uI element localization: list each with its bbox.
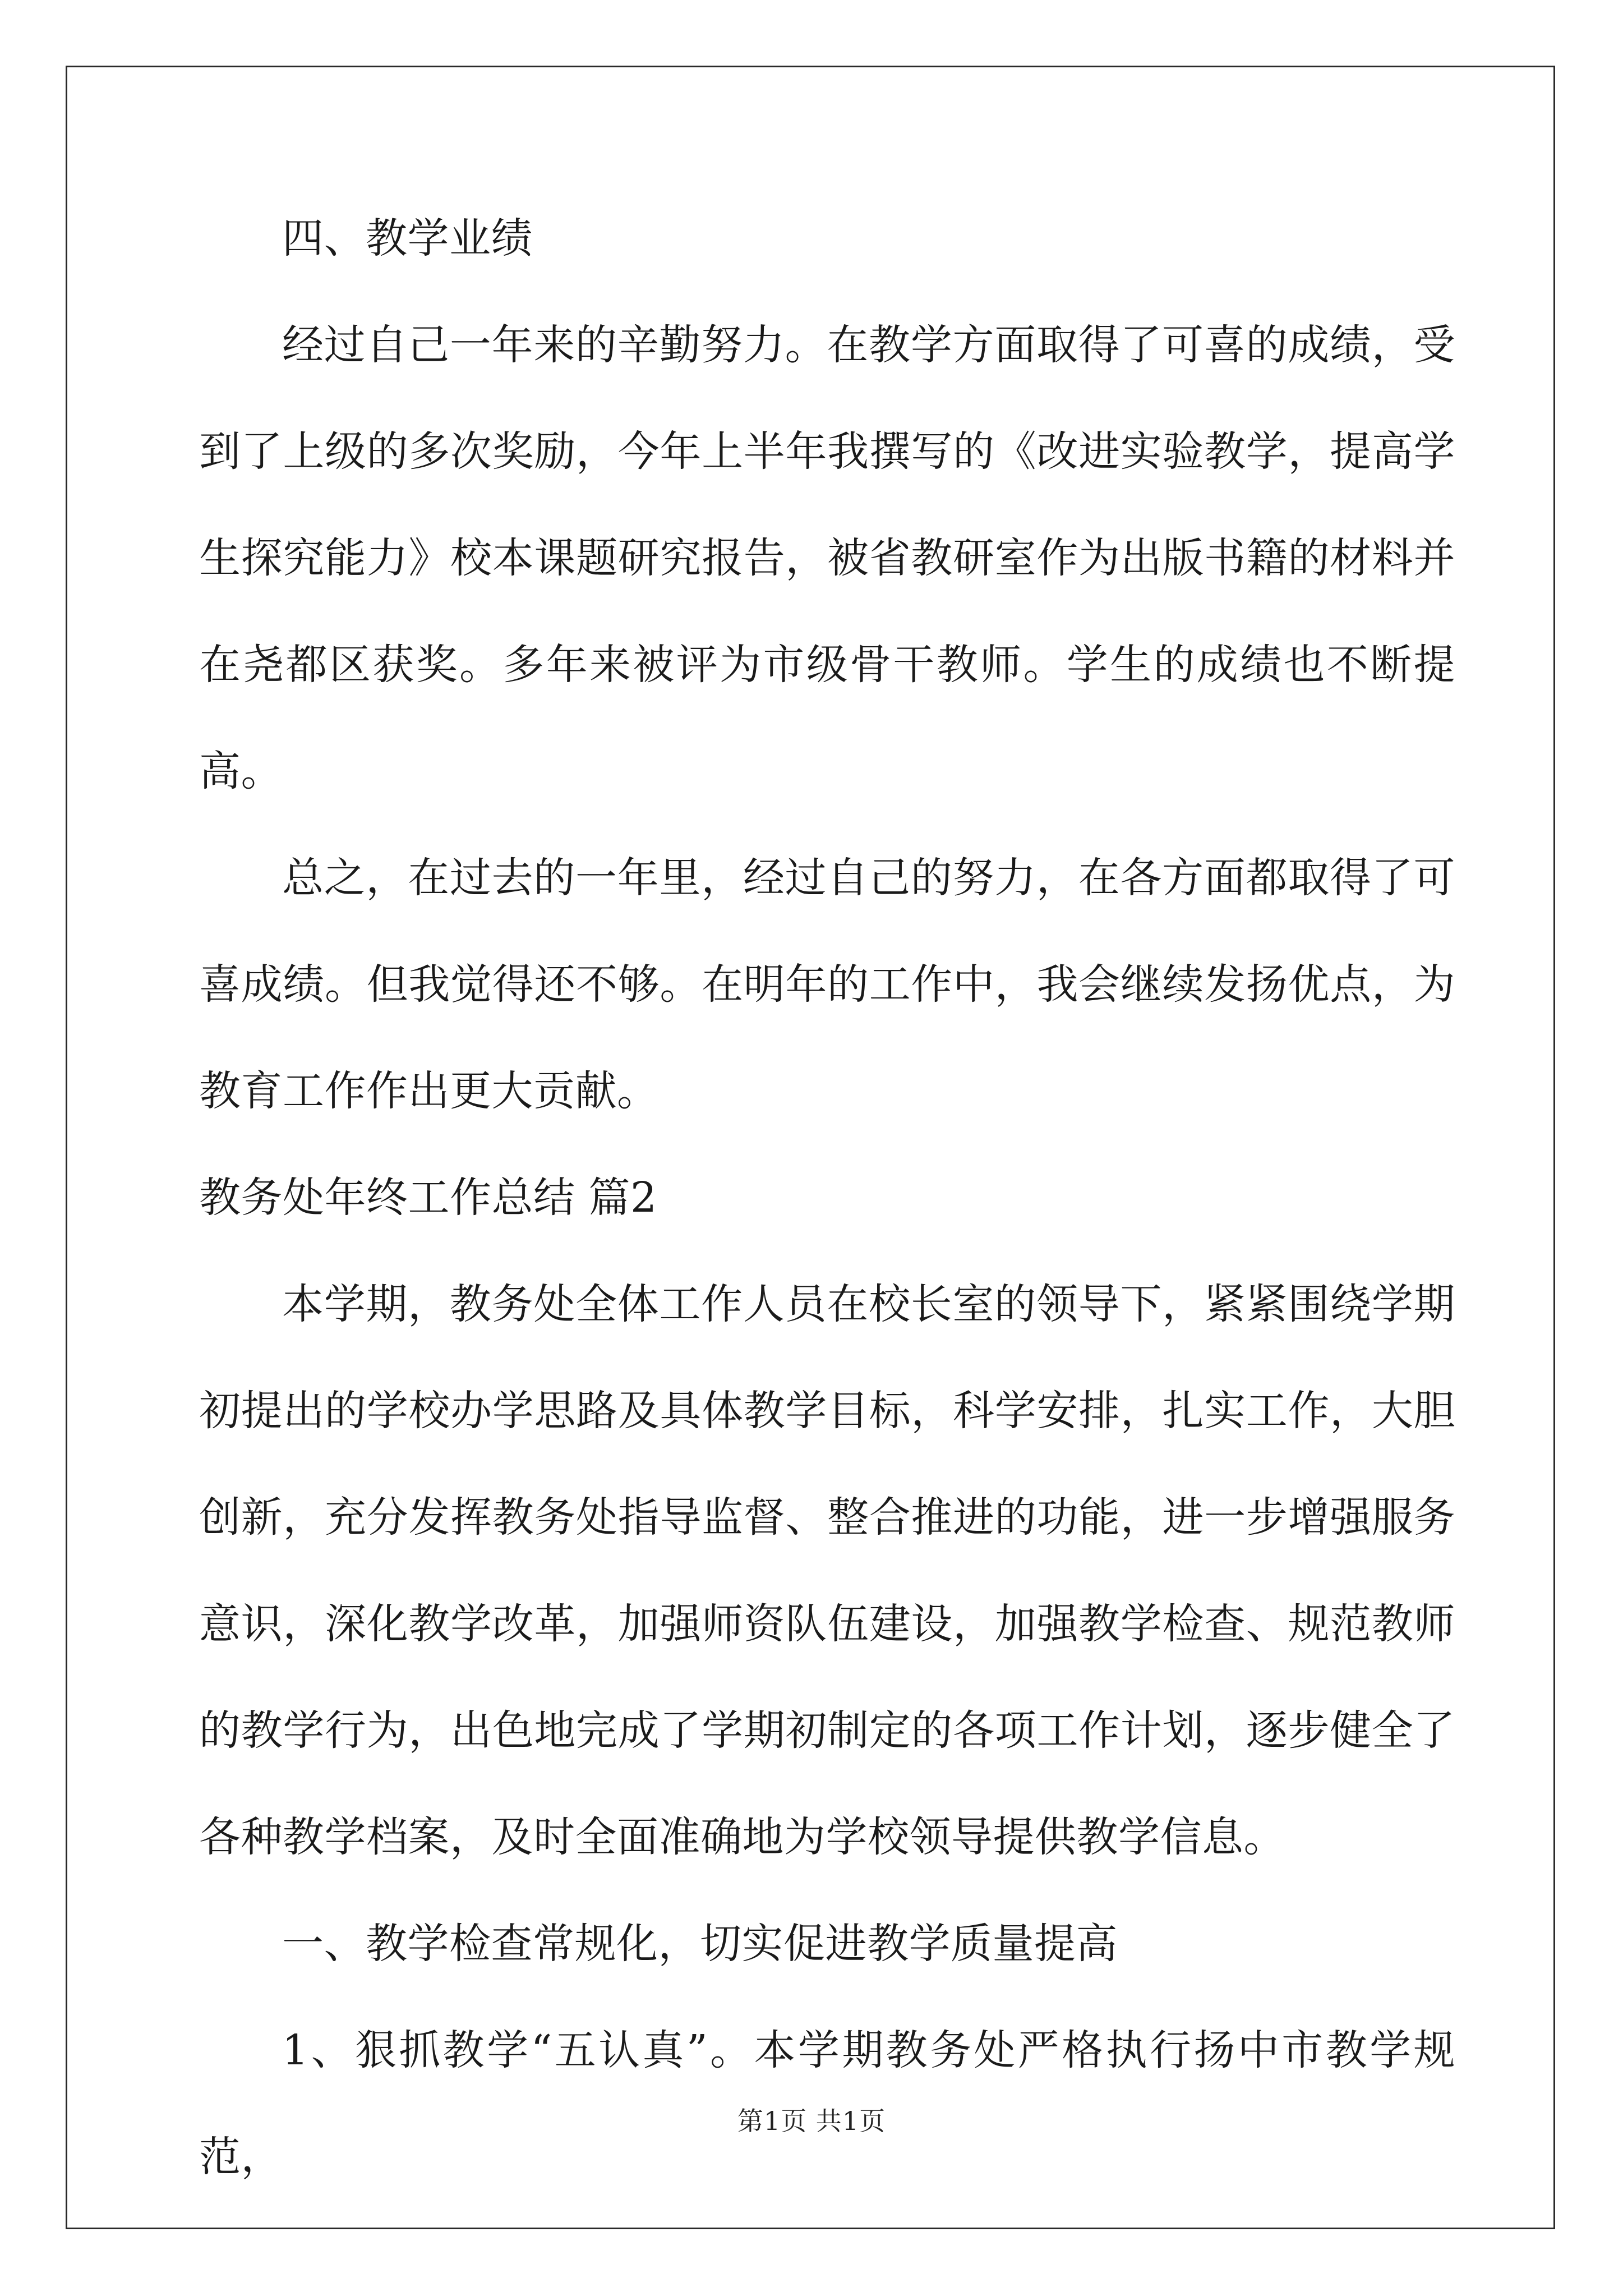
paragraph-five-earnest: 1、狠抓教学“五认真”。本学期教务处严格执行扬中市教学规范，	[199, 2026, 1455, 2181]
article-title-part-2: 教务处年终工作总结 篇2	[199, 1174, 657, 1222]
paragraph-summary: 总之，在过去的一年里，经过自己的努力，在各方面都取得了可喜成绩。但我觉得还不够。在明年的工作中，我会继续发扬优点，为教育工作作出更大贡献。	[199, 854, 1455, 1115]
section-heading-teaching-inspection: 一、教学检查常规化，切实促进教学质量提高	[282, 1920, 1118, 1968]
section-heading-teaching-performance: 四、教学业绩	[282, 214, 533, 263]
document-body	[199, 185, 1455, 2210]
paragraph-intro-part-2: 本学期，教务处全体工作人员在校长室的领导下，紧紧围绕学期初提出的学校办学思路及具体教学目标，科学安排，扎实工作，大胆创新，充分发挥教务处指导监督、整合推进的功能，进一步增强服务意识，深化教学改革，加强师资队伍建设，加强教学检查、规范教师的教学行为，出色地完成了学期初制定的各项工作计划，逐步健全了各种教学档案，及时全面准确地为学校领导提供教学信息。	[199, 1280, 1455, 1861]
paragraph-achievements: 经过自己一年来的辛勤努力。在教学方面取得了可喜的成绩，受到了上级的多次奖励，今年上半年我撰写的《改进实验教学，提高学生探究能力》校本课题研究报告，被省教研室作为出版书籍的材料并在尧都区获奖。多年来被评为市级骨干教师。学生的成绩也不断提高。	[199, 321, 1455, 795]
page-footer: 第1页 共1页	[737, 2106, 886, 2136]
